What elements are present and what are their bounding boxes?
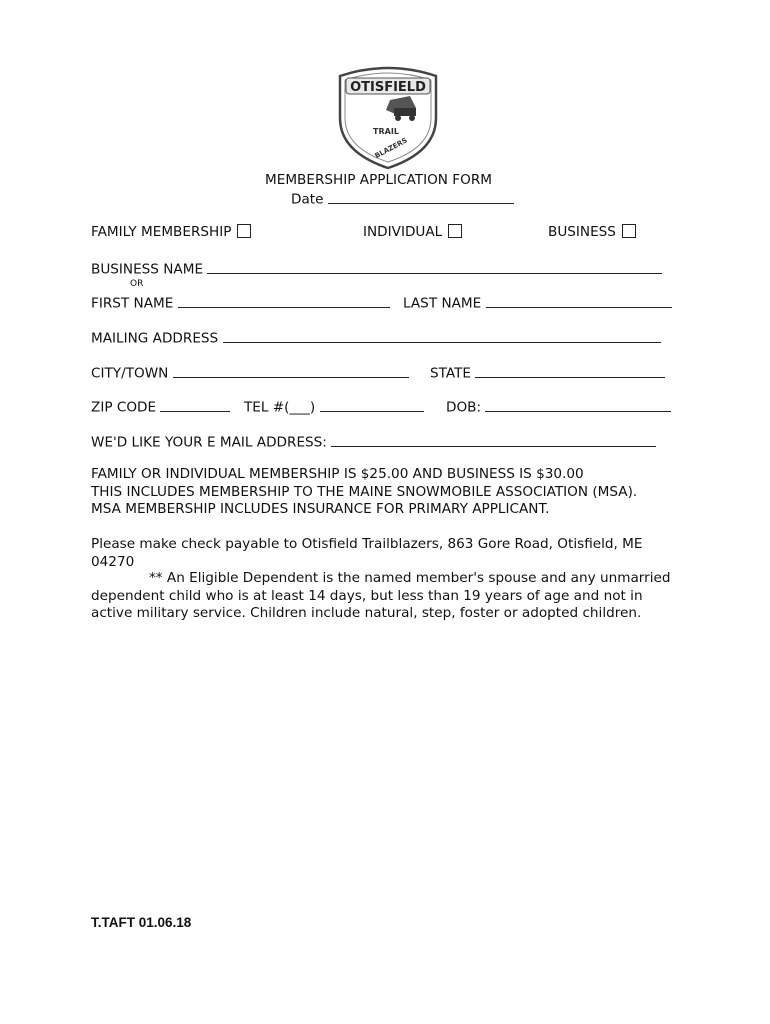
or-label: OR xyxy=(130,279,144,289)
logo-top-text: OTISFIELD xyxy=(350,80,426,95)
email-row xyxy=(91,432,656,451)
tel-row xyxy=(244,397,424,416)
business-name-label: BUSINESS NAME xyxy=(91,261,204,278)
last-name-label: LAST NAME xyxy=(403,295,482,312)
form-title: MEMBERSHIP APPLICATION FORM xyxy=(265,172,492,188)
date-row xyxy=(291,189,514,208)
business-checkbox[interactable] xyxy=(622,224,636,238)
first-name-row xyxy=(91,293,390,312)
email-field[interactable] xyxy=(331,432,656,447)
mailing-address-row xyxy=(91,328,661,347)
state-field[interactable] xyxy=(475,363,665,378)
business-name-field[interactable] xyxy=(207,259,662,274)
dob-label: DOB: xyxy=(446,399,482,416)
tel-field[interactable] xyxy=(320,397,424,412)
dependent-note xyxy=(91,570,681,623)
city-town-label: CITY/TOWN xyxy=(91,365,169,382)
family-membership-option[interactable] xyxy=(91,224,251,240)
business-option[interactable] xyxy=(548,224,636,240)
city-town-row xyxy=(91,363,409,382)
family-membership-checkbox[interactable] xyxy=(237,224,251,238)
first-name-label: FIRST NAME xyxy=(91,295,174,312)
mailing-address-label: MAILING ADDRESS xyxy=(91,330,219,347)
state-label: STATE xyxy=(430,365,472,382)
fee-line-2: THIS INCLUDES MEMBERSHIP TO THE MAINE SNOWMOBILE ASSOCIATION (MSA). xyxy=(91,483,638,500)
last-name-field[interactable] xyxy=(486,293,672,308)
business-name-row xyxy=(91,259,662,278)
payment-instructions: Please make check payable to Otisfield Trailblazers, 863 Gore Road, Otisfield, ME 04270 xyxy=(91,536,643,570)
dependent-note-text: ** An Eligible Dependent is the named member's spouse and any unmarried dependent child who is at least 14 days, but less than 19 years of age and not in active military service. Children include natural, step, foster or adopted children. xyxy=(91,570,671,621)
fee-line-3: MSA MEMBERSHIP INCLUDES INSURANCE FOR PRIMARY APPLICANT. xyxy=(91,501,550,517)
footer-code: T.TAFT 01.06.18 xyxy=(91,915,192,930)
state-row xyxy=(430,363,665,382)
first-name-field[interactable] xyxy=(178,293,390,308)
date-field[interactable] xyxy=(328,189,514,204)
city-town-field[interactable] xyxy=(173,363,409,378)
zip-code-label: ZIP CODE xyxy=(91,399,157,416)
zip-code-field[interactable] xyxy=(160,397,230,412)
fee-line-1: FAMILY OR INDIVIDUAL MEMBERSHIP IS $25.00 AND BUSINESS IS $30.00 xyxy=(91,466,584,482)
individual-option[interactable] xyxy=(363,224,462,240)
logo-middle-text: TRAIL xyxy=(373,127,399,136)
business-label: BUSINESS xyxy=(548,224,616,240)
fee-info xyxy=(91,466,691,519)
date-label: Date xyxy=(291,191,324,208)
logo-bottom-text: BLAZERS xyxy=(373,136,409,161)
email-label: WE'D LIKE YOUR E MAIL ADDRESS: xyxy=(91,434,327,451)
otisfield-trail-blazers-logo xyxy=(336,66,440,170)
last-name-row xyxy=(403,293,672,312)
individual-checkbox[interactable] xyxy=(448,224,462,238)
dob-field[interactable] xyxy=(485,397,671,412)
mailing-address-field[interactable] xyxy=(223,328,661,343)
dob-row xyxy=(446,397,671,416)
zip-code-row xyxy=(91,397,230,416)
individual-label: INDIVIDUAL xyxy=(363,224,443,240)
family-membership-label: FAMILY MEMBERSHIP xyxy=(91,224,232,240)
tel-label: TEL #(___) xyxy=(244,399,316,416)
